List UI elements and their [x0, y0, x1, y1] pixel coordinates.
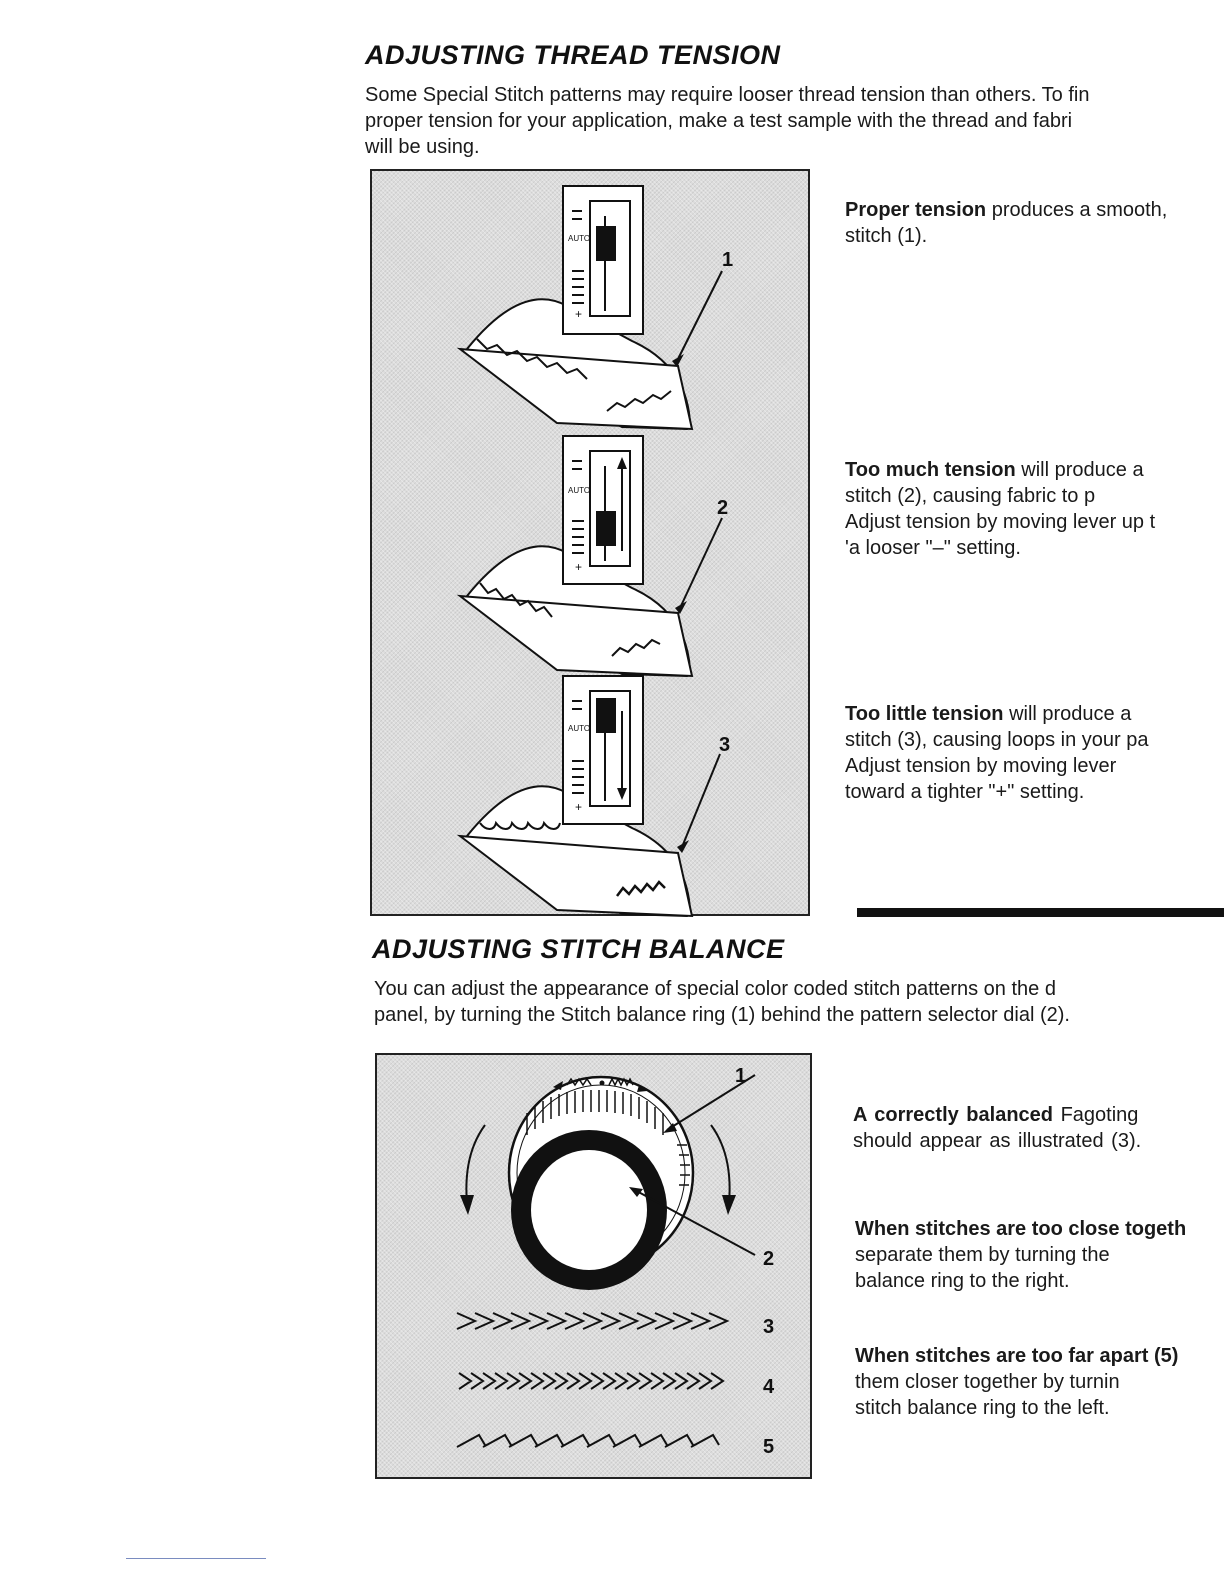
intro-line: proper tension for your application, make a test sample with the thread and fabri — [365, 110, 1073, 132]
intro-line: will be using. — [365, 136, 480, 158]
section-title-thread-tension: ADJUSTING THREAD TENSION — [365, 40, 781, 70]
too-much-tension-line: Adjust tension by moving lever up t — [845, 511, 1156, 533]
callout-1: 1 — [722, 249, 734, 271]
too-far-bold: When stitches are too far apart (5) — [855, 1345, 1179, 1367]
plus-mark: + — [575, 800, 583, 814]
auto-label: AUTO — [568, 234, 591, 243]
correctly-balanced-line: should appear as illustrated (3). — [853, 1130, 1142, 1152]
stitch-row-too-far — [457, 1435, 774, 1458]
plus-mark: + — [575, 307, 583, 321]
too-far-text — [855, 1343, 1178, 1421]
stitch-balance-intro — [374, 976, 1070, 1028]
callout-3: 3 — [763, 1316, 775, 1338]
stitch-row-balanced — [457, 1313, 774, 1338]
stitch-balance-illustration — [377, 1055, 814, 1481]
proper-tension-rest: produces a smooth, — [986, 199, 1168, 221]
too-little-tension-rest: will produce a — [1003, 703, 1132, 725]
tension-panel-2 — [460, 436, 728, 676]
intro-line: Some Special Stitch patterns may require looser thread tension than others. To fin — [365, 84, 1090, 106]
too-close-bold: When stitches are too close togeth — [855, 1218, 1187, 1240]
callout-4: 4 — [763, 1376, 775, 1398]
callout-5: 5 — [763, 1436, 775, 1458]
too-close-line: separate them by turning the — [855, 1244, 1110, 1266]
correctly-balanced-bold: A correctly balanced — [853, 1104, 1054, 1126]
footer-rule — [126, 1558, 266, 1559]
auto-label: AUTO — [568, 486, 591, 495]
too-close-text — [855, 1216, 1186, 1294]
too-far-line: stitch balance ring to the left. — [855, 1397, 1110, 1419]
proper-tension-text — [845, 197, 1167, 249]
proper-tension-line: stitch (1). — [845, 225, 928, 247]
stitch-row-too-close — [459, 1373, 775, 1398]
callout-3: 3 — [719, 734, 731, 756]
proper-tension-bold: Proper tension — [845, 199, 987, 221]
too-much-tension-line: 'a looser "–" setting. — [845, 537, 1021, 559]
plus-mark: + — [575, 560, 583, 574]
too-much-tension-text — [845, 457, 1155, 561]
too-close-line: balance ring to the right. — [855, 1270, 1070, 1292]
balance-dial — [509, 1065, 774, 1290]
thread-tension-intro — [365, 82, 1089, 160]
too-little-tension-line: Adjust tension by moving lever — [845, 755, 1117, 777]
too-little-tension-line: toward a tighter "+" setting. — [845, 781, 1085, 803]
callout-2: 2 — [763, 1248, 775, 1270]
rotate-left-arrow — [460, 1125, 485, 1215]
callout-2: 2 — [717, 497, 729, 519]
thread-tension-illustration — [372, 171, 812, 918]
correctly-balanced-text — [853, 1102, 1141, 1154]
auto-label: AUTO — [568, 724, 591, 733]
correctly-balanced-rest: Fagoting — [1053, 1104, 1139, 1126]
too-much-tension-bold: Too much tension — [845, 459, 1016, 481]
too-little-tension-bold: Too little tension — [845, 703, 1004, 725]
too-much-tension-line: stitch (2), causing fabric to p — [845, 485, 1096, 507]
stitch-balance-figure — [375, 1053, 812, 1479]
rotate-right-arrow — [711, 1125, 736, 1215]
thread-tension-figure — [370, 169, 810, 916]
too-little-tension-text — [845, 701, 1149, 805]
section-title-stitch-balance: ADJUSTING STITCH BALANCE — [372, 934, 785, 964]
callout-1: 1 — [735, 1065, 747, 1087]
intro-line: panel, by turning the Stitch balance ring (1) behind the pattern selector dial (2). — [374, 1004, 1070, 1026]
too-little-tension-line: stitch (3), causing loops in your pa — [845, 729, 1149, 751]
too-much-tension-rest: will produce a — [1015, 459, 1144, 481]
intro-line: You can adjust the appearance of special color coded stitch patterns on the d — [374, 978, 1056, 1000]
tension-panel-1 — [460, 186, 733, 429]
tension-panel-3 — [460, 676, 730, 916]
section-divider — [857, 908, 1224, 917]
too-far-line: them closer together by turnin — [855, 1371, 1120, 1393]
